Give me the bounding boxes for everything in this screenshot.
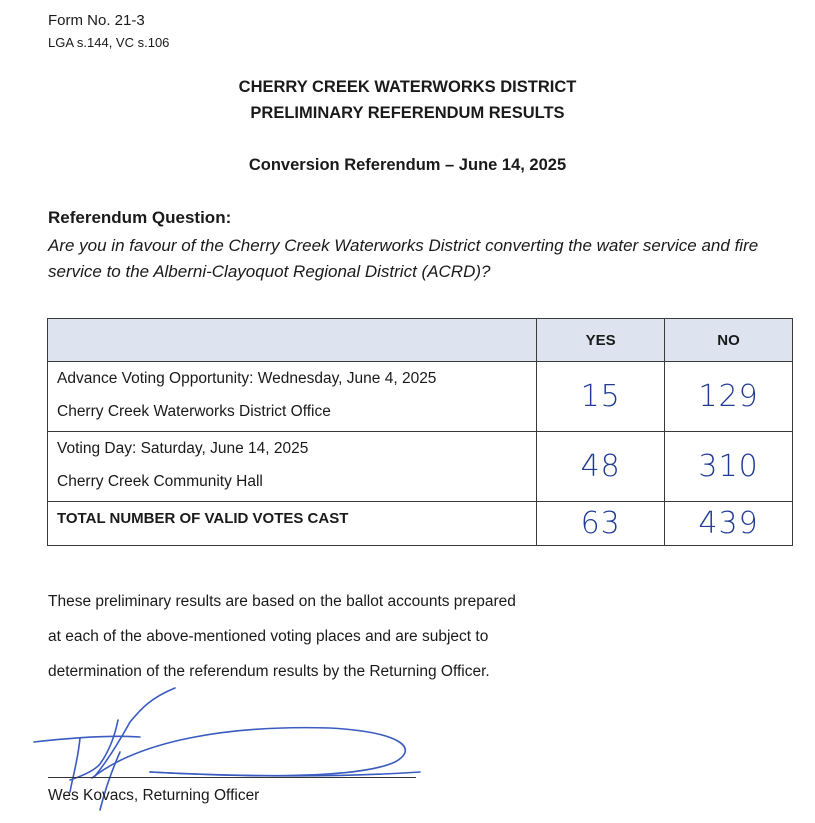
referendum-subtitle: Conversion Referendum – June 14, 2025 [248,156,567,174]
total-label: TOTAL NUMBER OF VALID VOTES CAST [48,502,537,546]
total-yes: 63 [537,502,665,546]
form-number: Form No. 21-3 [48,12,145,29]
row-line1: Voting Day: Saturday, June 14, 2025 [57,440,309,457]
no-count: 310 [665,432,793,502]
row-label [48,432,537,502]
yes-count: 48 [537,432,665,502]
row-line2: Cherry Creek Community Hall [57,473,263,490]
table-row [48,432,793,502]
total-no: 439 [665,502,793,546]
signatory-name: Wes Kovacs, Returning Officer [48,787,260,804]
note-line2: at each of the above-mentioned voting places and are subject to [48,628,489,645]
row-label [48,362,537,432]
header-no: NO [665,319,793,362]
note-line1: These preliminary results are based on the ballot accounts prepared [48,593,516,610]
question-label: Referendum Question: [48,208,232,227]
row-line2: Cherry Creek Waterworks District Office [57,403,331,420]
question-text: Are you in favour of the Cherry Creek Waterworks District converting the water service and fire service to the Alberni-Clayoquot Regional District (ACRD)? [48,236,759,281]
total-row [48,502,793,546]
no-count: 129 [665,362,793,432]
header-yes: YES [537,319,665,362]
results-note [48,584,516,689]
table-header-row [48,319,793,362]
results-table [47,318,793,546]
header-blank [48,319,537,362]
yes-count: 15 [537,362,665,432]
row-line1: Advance Voting Opportunity: Wednesday, June 4, 2025 [57,370,437,387]
district-title: CHERRY CREEK WATERWORKS DISTRICT [238,78,577,96]
legal-reference: LGA s.144, VC s.106 [48,35,170,50]
document-title: PRELIMINARY REFERENDUM RESULTS [250,104,565,122]
signature-line [48,777,416,778]
table-row [48,362,793,432]
note-line3: determination of the referendum results by the Returning Officer. [48,663,490,680]
